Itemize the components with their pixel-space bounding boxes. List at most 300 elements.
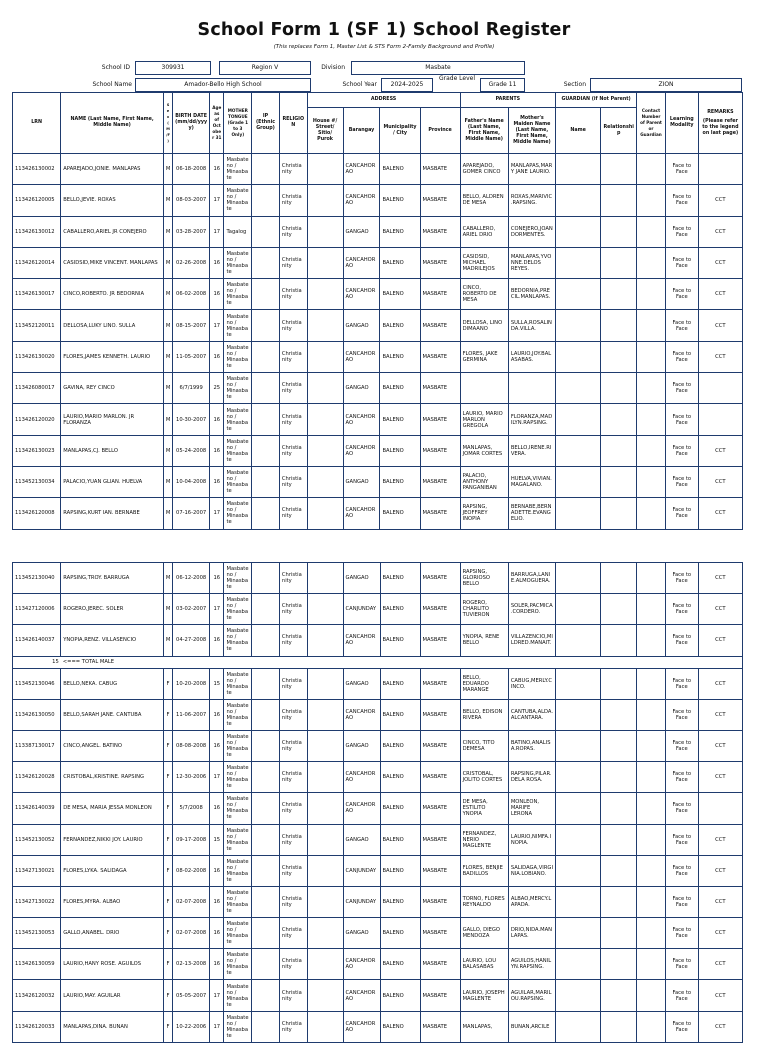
mother-name-cell: CABUG,MERLY.CINCO. bbox=[508, 668, 555, 699]
province-cell: MASBATE bbox=[420, 980, 460, 1011]
province-cell: MASBATE bbox=[420, 730, 460, 761]
municipality-cell: BALENO bbox=[380, 1011, 420, 1042]
guardian-name-cell bbox=[556, 625, 601, 656]
guardian-relationship-cell bbox=[601, 1011, 637, 1042]
contact-cell bbox=[637, 762, 666, 793]
sex-cell: M bbox=[163, 216, 172, 247]
guardian-name-cell bbox=[556, 793, 601, 824]
age-cell: 16 bbox=[210, 563, 224, 594]
municipality-cell: BALENO bbox=[380, 310, 420, 341]
guardian-relationship-cell bbox=[601, 793, 637, 824]
learning-modality-cell: Face to Face bbox=[665, 699, 698, 730]
mother-name-cell: SALIDAGA,VIRGINIA.LOBIANO. bbox=[508, 855, 555, 886]
ip-cell bbox=[252, 404, 280, 435]
division-label: Division bbox=[321, 64, 345, 71]
name-cell: CRISTOBAL,KRISTINE. RAPSING bbox=[61, 762, 164, 793]
contact-cell bbox=[637, 310, 666, 341]
col-contact: Contact Number of Parent or Guardian bbox=[637, 93, 666, 154]
municipality-cell: BALENO bbox=[380, 762, 420, 793]
age-cell: 16 bbox=[210, 404, 224, 435]
table-row bbox=[13, 154, 743, 185]
contact-cell bbox=[637, 279, 666, 310]
mother-name-cell: AGUILOS,HANILYN.RAPSING. bbox=[508, 949, 555, 980]
col-address: ADDRESS bbox=[307, 93, 460, 108]
religion-cell: Christianity bbox=[279, 793, 307, 824]
religion-cell: Christianity bbox=[279, 980, 307, 1011]
total-male-label: <=== TOTAL MALE bbox=[61, 656, 743, 668]
name-cell: APAREJADO,JONIE. MANLAPAS bbox=[61, 154, 164, 185]
father-name-cell: MANLAPAS, bbox=[460, 1011, 508, 1042]
guardian-name-cell bbox=[556, 668, 601, 699]
name-cell: BELLO,JEVIE. ROXAS bbox=[61, 185, 164, 216]
barangay-cell: CANCAHORAO bbox=[343, 699, 380, 730]
lrn-cell: 113452130052 bbox=[13, 824, 61, 855]
sex-cell: F bbox=[163, 762, 172, 793]
barangay-cell: CANJUNDAY bbox=[343, 855, 380, 886]
col-guardian: GUARDIAN (if Not Parent) bbox=[556, 93, 637, 108]
age-cell: 16 bbox=[210, 247, 224, 278]
province-cell: MASBATE bbox=[420, 793, 460, 824]
barangay-cell: CANCAHORAO bbox=[343, 247, 380, 278]
age-cell: 25 bbox=[210, 373, 224, 404]
father-name-cell: TORNO, FLORES REYNALDO bbox=[460, 886, 508, 917]
sex-cell: F bbox=[163, 949, 172, 980]
age-cell: 17 bbox=[210, 185, 224, 216]
birth-date-cell: 06-18-2008 bbox=[173, 154, 210, 185]
learning-modality-cell: Face to Face bbox=[665, 310, 698, 341]
mother-name-cell: SULLA,ROSALINDA.VILLA. bbox=[508, 310, 555, 341]
province-cell: MASBATE bbox=[420, 824, 460, 855]
sex-cell: F bbox=[163, 980, 172, 1011]
col-parents: PARENTS bbox=[460, 93, 555, 108]
col-sex: Sex (M/F) bbox=[163, 93, 172, 154]
contact-cell bbox=[637, 699, 666, 730]
register-table-page1 bbox=[12, 92, 743, 530]
remarks-cell bbox=[698, 154, 742, 185]
birth-date-cell: 06-12-2008 bbox=[173, 563, 210, 594]
ip-cell bbox=[252, 310, 280, 341]
municipality-cell: BALENO bbox=[380, 466, 420, 497]
col-remarks-sub: (Please refer to the legend on last page) bbox=[702, 118, 739, 136]
religion-cell: Christianity bbox=[279, 949, 307, 980]
municipality-cell: BALENO bbox=[380, 824, 420, 855]
mother-name-cell: BARRUGA,LANIE.ALMOGUERA. bbox=[508, 563, 555, 594]
province-cell: MASBATE bbox=[420, 918, 460, 949]
ip-cell bbox=[252, 824, 280, 855]
school-id-label: School ID bbox=[101, 64, 130, 71]
sex-cell: M bbox=[163, 185, 172, 216]
col-lrn: LRN bbox=[13, 93, 61, 154]
ip-cell bbox=[252, 185, 280, 216]
guardian-relationship-cell bbox=[601, 185, 637, 216]
guardian-relationship-cell bbox=[601, 466, 637, 497]
guardian-name-cell bbox=[556, 563, 601, 594]
mother-tongue-cell: Masbateno / Minasbate bbox=[224, 310, 252, 341]
table-row bbox=[13, 216, 743, 247]
house-cell bbox=[307, 980, 343, 1011]
guardian-relationship-cell bbox=[601, 435, 637, 466]
remarks-cell bbox=[698, 373, 742, 404]
table-row bbox=[13, 404, 743, 435]
guardian-relationship-cell bbox=[601, 918, 637, 949]
age-cell: 15 bbox=[210, 668, 224, 699]
birth-date-cell: 03-02-2007 bbox=[173, 594, 210, 625]
religion-cell: Christianity bbox=[279, 1011, 307, 1042]
name-cell: LAURIO,MARIO MARLON. JR FLORANZA bbox=[61, 404, 164, 435]
father-name-cell: CASIDSID, MICHAEL MADRILEJOS bbox=[460, 247, 508, 278]
sex-cell: M bbox=[163, 466, 172, 497]
contact-cell bbox=[637, 563, 666, 594]
remarks-cell: CCT bbox=[698, 310, 742, 341]
ip-cell bbox=[252, 886, 280, 917]
guardian-relationship-cell bbox=[601, 730, 637, 761]
house-cell bbox=[307, 949, 343, 980]
age-cell: 17 bbox=[210, 310, 224, 341]
mother-tongue-cell: Masbateno / Minasbate bbox=[224, 668, 252, 699]
remarks-cell: CCT bbox=[698, 824, 742, 855]
contact-cell bbox=[637, 730, 666, 761]
age-cell: 17 bbox=[210, 498, 224, 529]
remarks-cell: CCT bbox=[698, 341, 742, 372]
lrn-cell: 113427130021 bbox=[13, 855, 61, 886]
remarks-cell: CCT bbox=[698, 498, 742, 529]
learning-modality-cell: Face to Face bbox=[665, 918, 698, 949]
table-row bbox=[13, 498, 743, 529]
ip-cell bbox=[252, 247, 280, 278]
religion-cell: Christianity bbox=[279, 824, 307, 855]
house-cell bbox=[307, 563, 343, 594]
municipality-cell: BALENO bbox=[380, 435, 420, 466]
sex-cell: F bbox=[163, 699, 172, 730]
learning-modality-cell: Face to Face bbox=[665, 247, 698, 278]
ip-cell bbox=[252, 435, 280, 466]
table-row bbox=[13, 466, 743, 497]
lrn-cell: 113426120005 bbox=[13, 185, 61, 216]
birth-date-cell: 08-02-2008 bbox=[173, 855, 210, 886]
birth-date-cell: 10-20-2008 bbox=[173, 668, 210, 699]
learning-modality-cell: Face to Face bbox=[665, 279, 698, 310]
religion-cell: Christianity bbox=[279, 154, 307, 185]
age-cell: 16 bbox=[210, 154, 224, 185]
birth-date-cell: 02-07-2008 bbox=[173, 886, 210, 917]
remarks-cell: CCT bbox=[698, 949, 742, 980]
lrn-cell: 113426080017 bbox=[13, 373, 61, 404]
remarks-cell: CCT bbox=[698, 980, 742, 1011]
remarks-cell: CCT bbox=[698, 699, 742, 730]
sex-cell: M bbox=[163, 247, 172, 278]
ip-cell bbox=[252, 498, 280, 529]
birth-date-cell: 02-07-2008 bbox=[173, 918, 210, 949]
learning-modality-cell: Face to Face bbox=[665, 435, 698, 466]
ip-cell bbox=[252, 855, 280, 886]
province-cell: MASBATE bbox=[420, 279, 460, 310]
birth-date-cell: 02-26-2008 bbox=[173, 247, 210, 278]
birth-date-cell: 05-05-2007 bbox=[173, 980, 210, 1011]
ip-cell bbox=[252, 563, 280, 594]
province-cell: MASBATE bbox=[420, 310, 460, 341]
col-remarks-label: REMARKS bbox=[707, 109, 734, 115]
grade-level-label: Grade Level bbox=[438, 75, 476, 82]
table-row bbox=[13, 793, 743, 824]
house-cell bbox=[307, 824, 343, 855]
sex-cell: M bbox=[163, 498, 172, 529]
barangay-cell: GANGAO bbox=[343, 373, 380, 404]
father-name-cell: RAPSING, JEOFFREY INOPIA bbox=[460, 498, 508, 529]
remarks-cell: CCT bbox=[698, 730, 742, 761]
learning-modality-cell: Face to Face bbox=[665, 949, 698, 980]
contact-cell bbox=[637, 1011, 666, 1042]
lrn-cell: 113426130059 bbox=[13, 949, 61, 980]
sex-cell: F bbox=[163, 730, 172, 761]
contact-cell bbox=[637, 466, 666, 497]
contact-cell bbox=[637, 404, 666, 435]
mother-name-cell: CONEJERO,JOAN DORMENTES. bbox=[508, 216, 555, 247]
guardian-relationship-cell bbox=[601, 668, 637, 699]
house-cell bbox=[307, 435, 343, 466]
col-mother-tongue: MOTHER TONGUE (Grade 1 to 3 Only) bbox=[224, 93, 252, 154]
province-cell: MASBATE bbox=[420, 216, 460, 247]
lrn-cell: 113426130023 bbox=[13, 435, 61, 466]
guardian-name-cell bbox=[556, 341, 601, 372]
barangay-cell: CANCAHORAO bbox=[343, 279, 380, 310]
lrn-cell: 113426130012 bbox=[13, 216, 61, 247]
contact-cell bbox=[637, 949, 666, 980]
table-row bbox=[13, 668, 743, 699]
father-name-cell: BELLO, ALDREN DE MESA bbox=[460, 185, 508, 216]
col-name: NAME (Last Name, First Name, Middle Name) bbox=[61, 93, 164, 154]
birth-date-cell: 09-17-2008 bbox=[173, 824, 210, 855]
barangay-cell: GANGAO bbox=[343, 310, 380, 341]
birth-date-cell: 08-15-2007 bbox=[173, 310, 210, 341]
ip-cell bbox=[252, 625, 280, 656]
barangay-cell: GANGAO bbox=[343, 668, 380, 699]
contact-cell bbox=[637, 216, 666, 247]
ip-cell bbox=[252, 793, 280, 824]
learning-modality-cell: Face to Face bbox=[665, 824, 698, 855]
ip-cell bbox=[252, 918, 280, 949]
house-cell bbox=[307, 793, 343, 824]
school-name-label: School Name bbox=[92, 81, 132, 88]
age-cell: 16 bbox=[210, 625, 224, 656]
table-row bbox=[13, 730, 743, 761]
lrn-cell: 113426130002 bbox=[13, 154, 61, 185]
father-name-cell: LAURIO, LOU BALASABAS bbox=[460, 949, 508, 980]
birth-date-cell: 02-13-2008 bbox=[173, 949, 210, 980]
school-id-value: 309931 bbox=[135, 61, 211, 75]
mother-tongue-cell: Masbateno / Minasbate bbox=[224, 918, 252, 949]
name-cell: BELLO,SARAH JANE. CANTUBA bbox=[61, 699, 164, 730]
province-cell: MASBATE bbox=[420, 594, 460, 625]
table-row bbox=[13, 824, 743, 855]
father-name-cell: FLORES, BENJIE BADILLOS bbox=[460, 855, 508, 886]
remarks-cell: CCT bbox=[698, 185, 742, 216]
mother-tongue-cell: Masbateno / Minasbate bbox=[224, 373, 252, 404]
lrn-cell: 113426120020 bbox=[13, 404, 61, 435]
mother-name-cell: HUELVA,VIVIAN.MAGALANO. bbox=[508, 466, 555, 497]
remarks-cell: CCT bbox=[698, 563, 742, 594]
municipality-cell: BALENO bbox=[380, 247, 420, 278]
mother-name-cell: CANTUBA,ALDA.ALCANTARA. bbox=[508, 699, 555, 730]
barangay-cell: CANJUNDAY bbox=[343, 594, 380, 625]
table-row bbox=[13, 247, 743, 278]
mother-name-cell: AGUILAR,MARILOU.RAPSING. bbox=[508, 980, 555, 1011]
house-cell bbox=[307, 918, 343, 949]
father-name-cell: LAURIO, JOSEPH MAGLENTE bbox=[460, 980, 508, 1011]
father-name-cell: CRISTOBAL, JOLITO CORTES bbox=[460, 762, 508, 793]
barangay-cell: CANJUNDAY bbox=[343, 886, 380, 917]
province-cell: MASBATE bbox=[420, 1011, 460, 1042]
name-cell: CASIDSID,MIKE VINCENT. MANLAPAS bbox=[61, 247, 164, 278]
province-cell: MASBATE bbox=[420, 668, 460, 699]
lrn-cell: 113426120008 bbox=[13, 498, 61, 529]
guardian-name-cell bbox=[556, 466, 601, 497]
birth-date-cell: 08-03-2007 bbox=[173, 185, 210, 216]
ip-cell bbox=[252, 1011, 280, 1042]
col-guardian-relationship: Relationship bbox=[601, 108, 637, 154]
province-cell: MASBATE bbox=[420, 185, 460, 216]
guardian-name-cell bbox=[556, 1011, 601, 1042]
father-name-cell: GALLO, DIEGO MENDOZA bbox=[460, 918, 508, 949]
municipality-cell: BALENO bbox=[380, 185, 420, 216]
name-cell: FLORES,MYRA. ALBAO bbox=[61, 886, 164, 917]
religion-cell: Christianity bbox=[279, 435, 307, 466]
guardian-name-cell bbox=[556, 594, 601, 625]
mother-name-cell bbox=[508, 373, 555, 404]
age-cell: 16 bbox=[210, 435, 224, 466]
contact-cell bbox=[637, 373, 666, 404]
ip-cell bbox=[252, 466, 280, 497]
religion-cell: Christianity bbox=[279, 466, 307, 497]
house-cell bbox=[307, 498, 343, 529]
lrn-cell: 113426120014 bbox=[13, 247, 61, 278]
mother-name-cell: LAURIO,NIMFA.INOPIA. bbox=[508, 824, 555, 855]
religion-cell: Christianity bbox=[279, 341, 307, 372]
municipality-cell: BALENO bbox=[380, 699, 420, 730]
father-name-cell: DELLOSA, LINO DIMAANO bbox=[460, 310, 508, 341]
guardian-name-cell bbox=[556, 373, 601, 404]
father-name-cell: APAREJADO, GOMER CINCO bbox=[460, 154, 508, 185]
col-age: Age as of October 31 bbox=[210, 93, 224, 154]
learning-modality-cell: Face to Face bbox=[665, 216, 698, 247]
barangay-cell: GANGAO bbox=[343, 216, 380, 247]
name-cell: GAVINA, REY CINCO bbox=[61, 373, 164, 404]
father-name-cell: YNOPIA, RENE BELLO bbox=[460, 625, 508, 656]
mother-tongue-cell: Masbateno / Minasbate bbox=[224, 824, 252, 855]
table-row bbox=[13, 980, 743, 1011]
barangay-cell: GANGAO bbox=[343, 466, 380, 497]
province-cell: MASBATE bbox=[420, 762, 460, 793]
province-cell: MASBATE bbox=[420, 373, 460, 404]
remarks-cell: CCT bbox=[698, 762, 742, 793]
province-cell: MASBATE bbox=[420, 949, 460, 980]
sex-cell: M bbox=[163, 310, 172, 341]
table-row bbox=[13, 563, 743, 594]
table-row bbox=[13, 762, 743, 793]
table-row bbox=[13, 373, 743, 404]
contact-cell bbox=[637, 185, 666, 216]
contact-cell bbox=[637, 154, 666, 185]
father-name-cell: ROGERO, CHARLITO TUVIERON bbox=[460, 594, 508, 625]
age-cell: 15 bbox=[210, 824, 224, 855]
ip-cell bbox=[252, 980, 280, 1011]
school-year-label: School Year bbox=[342, 81, 377, 88]
name-cell: ROGERO,JEREC. SOLER bbox=[61, 594, 164, 625]
barangay-cell: CANCAHORAO bbox=[343, 435, 380, 466]
remarks-cell: CCT bbox=[698, 886, 742, 917]
guardian-name-cell bbox=[556, 762, 601, 793]
ip-cell bbox=[252, 594, 280, 625]
age-cell: 16 bbox=[210, 949, 224, 980]
sex-cell: M bbox=[163, 154, 172, 185]
learning-modality-cell: Face to Face bbox=[665, 498, 698, 529]
age-cell: 16 bbox=[210, 918, 224, 949]
mother-name-cell: ALBAO,MERCY.LAPADA. bbox=[508, 886, 555, 917]
barangay-cell: CANCAHORAO bbox=[343, 793, 380, 824]
col-birth: BIRTH DATE (mm/dd/yyyy) bbox=[173, 93, 210, 154]
ip-cell bbox=[252, 668, 280, 699]
ip-cell bbox=[252, 699, 280, 730]
table-row bbox=[13, 855, 743, 886]
house-cell bbox=[307, 699, 343, 730]
contact-cell bbox=[637, 980, 666, 1011]
mother-tongue-cell: Masbateno / Minasbate bbox=[224, 466, 252, 497]
lrn-cell: 113426140037 bbox=[13, 625, 61, 656]
religion-cell: Christianity bbox=[279, 279, 307, 310]
mother-tongue-cell: Tagalog bbox=[224, 216, 252, 247]
municipality-cell: BALENO bbox=[380, 279, 420, 310]
sex-cell: M bbox=[163, 435, 172, 466]
mother-tongue-cell: Masbateno / Minasbate bbox=[224, 730, 252, 761]
sex-cell: F bbox=[163, 668, 172, 699]
lrn-cell: 113427120006 bbox=[13, 594, 61, 625]
religion-cell: Christianity bbox=[279, 594, 307, 625]
mother-tongue-cell: Masbateno / Minasbate bbox=[224, 1011, 252, 1042]
father-name-cell: BELLO, EDUARDO MARANGE bbox=[460, 668, 508, 699]
barangay-cell: CANCAHORAO bbox=[343, 949, 380, 980]
birth-date-cell: 11-05-2007 bbox=[173, 341, 210, 372]
remarks-cell: CCT bbox=[698, 247, 742, 278]
barangay-cell: CANCAHORAO bbox=[343, 404, 380, 435]
remarks-cell: CCT bbox=[698, 435, 742, 466]
age-cell: 17 bbox=[210, 594, 224, 625]
total-male-row bbox=[13, 656, 743, 668]
name-cell: BELLO,NEKA. CABUG bbox=[61, 668, 164, 699]
table-row bbox=[13, 185, 743, 216]
religion-cell: Christianity bbox=[279, 625, 307, 656]
contact-cell bbox=[637, 498, 666, 529]
barangay-cell: CANCAHORAO bbox=[343, 341, 380, 372]
guardian-name-cell bbox=[556, 824, 601, 855]
remarks-cell: CCT bbox=[698, 466, 742, 497]
guardian-name-cell bbox=[556, 247, 601, 278]
mother-tongue-cell: Masbateno / Minasbate bbox=[224, 793, 252, 824]
learning-modality-cell: Face to Face bbox=[665, 762, 698, 793]
mother-name-cell: LAURIO,JOY.BALASABAS. bbox=[508, 341, 555, 372]
father-name-cell: FLORES, JAKE GERMINA bbox=[460, 341, 508, 372]
lrn-cell: 113452130040 bbox=[13, 563, 61, 594]
guardian-relationship-cell bbox=[601, 886, 637, 917]
lrn-cell: 113426120033 bbox=[13, 1011, 61, 1042]
learning-modality-cell: Face to Face bbox=[665, 404, 698, 435]
birth-date-cell: 06-02-2008 bbox=[173, 279, 210, 310]
guardian-relationship-cell bbox=[601, 341, 637, 372]
mother-tongue-cell: Masbateno / Minasbate bbox=[224, 154, 252, 185]
barangay-cell: GANGAO bbox=[343, 563, 380, 594]
religion-cell: Christianity bbox=[279, 185, 307, 216]
region-value: Region V bbox=[219, 61, 311, 75]
barangay-cell: CANCAHORAO bbox=[343, 185, 380, 216]
school-name-value: Amador-Bello High School bbox=[135, 78, 311, 92]
